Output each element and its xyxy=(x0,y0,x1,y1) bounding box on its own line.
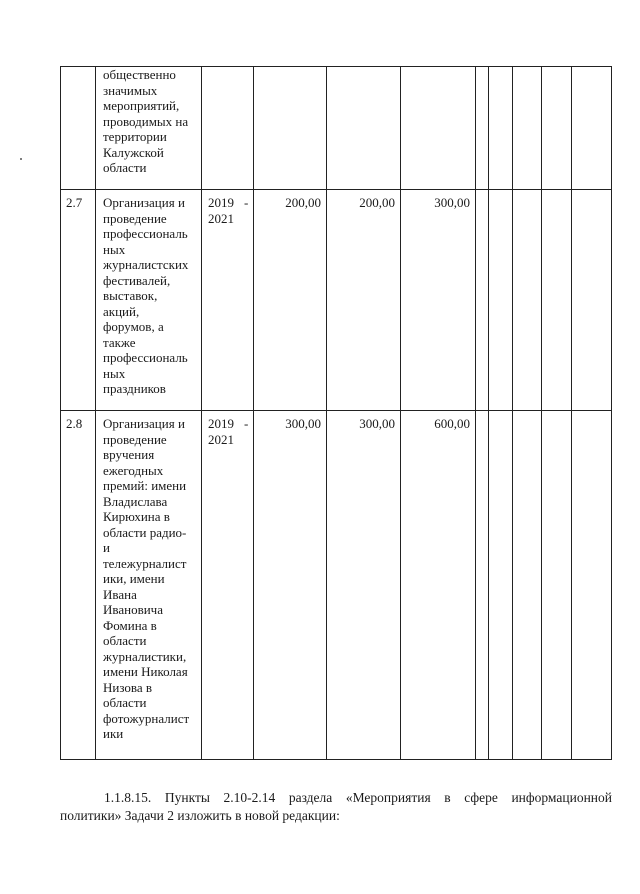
column-divider xyxy=(475,66,476,760)
paragraph-line: 1.1.8.15. Пункты 2.10-2.14 раздела «Мероприятия в сфере информационной xyxy=(104,790,612,805)
table-cell-year-to: 2021 xyxy=(208,211,234,226)
table-cell-value: 300,00 xyxy=(434,195,470,210)
table-border-bottom xyxy=(60,759,612,760)
column-divider xyxy=(400,66,401,760)
column-divider xyxy=(95,66,96,760)
column-divider xyxy=(60,66,61,760)
table-cell-year-to: 2021 xyxy=(208,432,234,447)
column-divider xyxy=(512,66,513,760)
table-cell-number: 2.7 xyxy=(66,195,83,210)
table-cell-value: 300,00 xyxy=(285,416,321,431)
table-cell-value: 600,00 xyxy=(434,416,470,431)
column-divider xyxy=(488,66,489,760)
table-cell-number: 2.8 xyxy=(66,416,83,431)
table-cell-dash: - xyxy=(244,416,249,431)
table-cell-name: Организация и проведение профессиональ ных журналистских фестивалей, выставок, акций, форумов, а также профессиональ ных праздников xyxy=(103,195,189,396)
body-paragraph xyxy=(60,789,612,825)
scan-artifact-dot xyxy=(20,158,22,160)
table-cell-value: 300,00 xyxy=(359,416,395,431)
row-divider xyxy=(60,189,612,190)
table-cell-name: общественно значимых мероприятий, проводимых на территории Калужской области xyxy=(103,67,189,175)
table-cell-year-from: 2019 xyxy=(208,195,234,210)
column-divider xyxy=(571,66,572,760)
table-cell-year-from: 2019 xyxy=(208,416,234,431)
paragraph-line: политики» Задачи 2 изложить в новой редакции: xyxy=(60,808,340,823)
table-cell-dash: - xyxy=(244,195,249,210)
table-cell-name: Организация и проведение вручения ежегодных премий: имени Владислава Кирюхина в области радио- и тележурналист ики, имени Ивана Ивановича Фомина в области журналистики, имени Николая Низова в области фотожурналист ики xyxy=(103,416,190,741)
column-divider xyxy=(326,66,327,760)
table-cell-value: 200,00 xyxy=(285,195,321,210)
column-divider xyxy=(611,66,612,760)
column-divider xyxy=(201,66,202,760)
table-cell-value: 200,00 xyxy=(359,195,395,210)
column-divider xyxy=(541,66,542,760)
row-divider xyxy=(60,410,612,411)
column-divider xyxy=(253,66,254,760)
